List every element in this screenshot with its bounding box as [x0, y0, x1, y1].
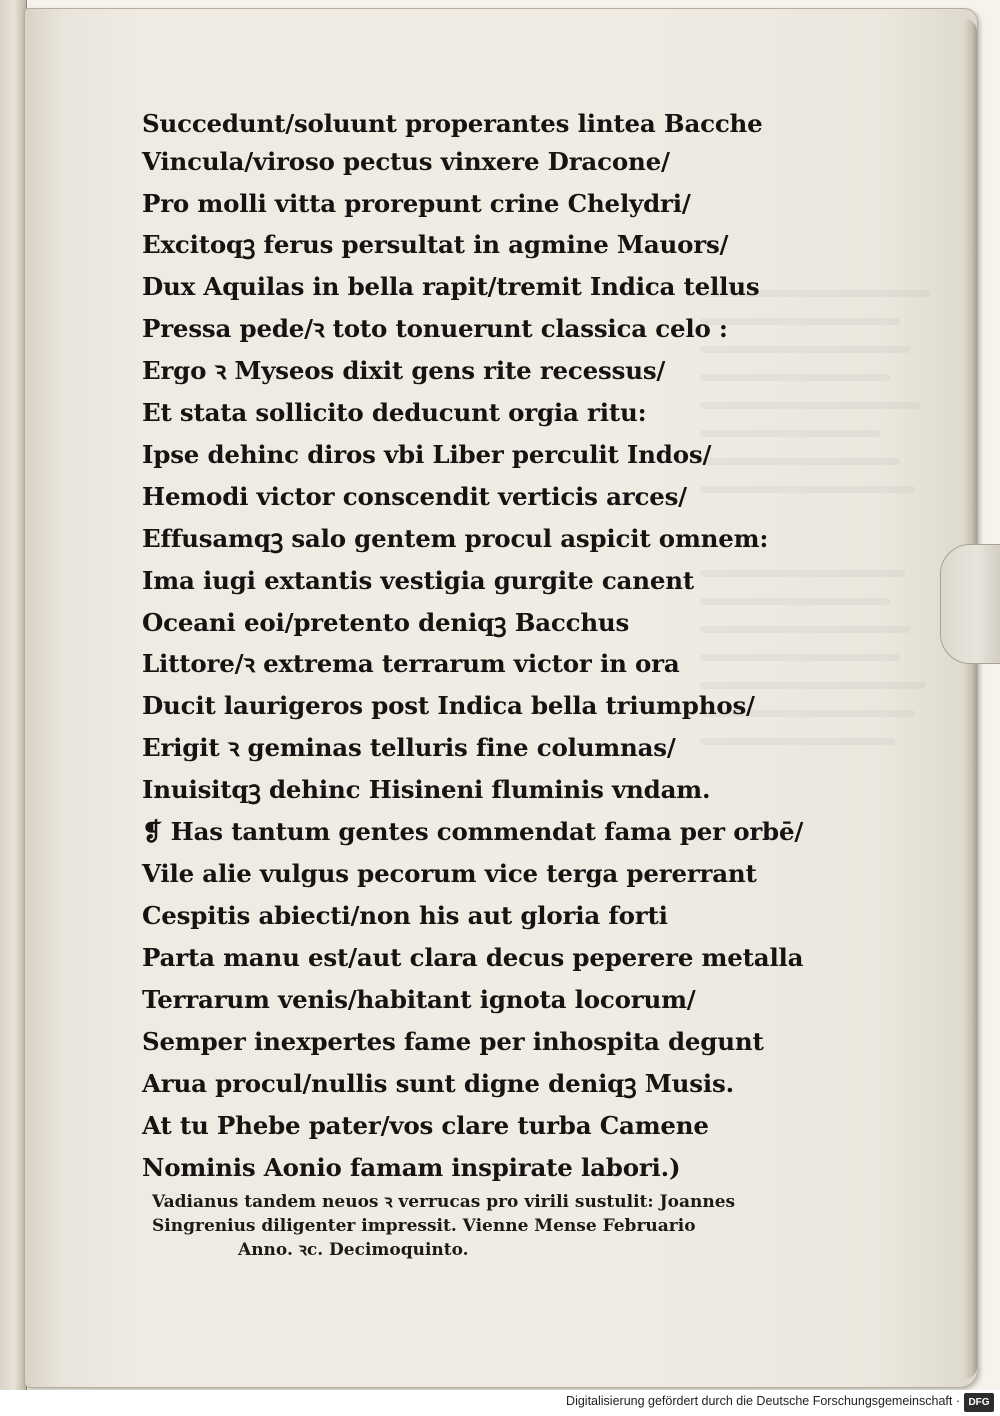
poem-line: At tu Phebe pater/vos clare turba Camene: [142, 1111, 709, 1140]
left-page-edge: [0, 0, 27, 1390]
poem-line: Pro molli vitta prorepunt crine Chelydri/: [142, 189, 691, 218]
poem-line: Inuisitqꝫ dehinc Hisineni fluminis vndam.: [142, 775, 711, 804]
dfg-logo: DFG: [964, 1393, 994, 1412]
poem-line: Vile alie vulgus pecorum vice terga pererrant: [142, 859, 757, 888]
poem-line: Semper inexpertes fame per inhospita degunt: [142, 1027, 764, 1056]
poem-line: Ducit laurigeros post Indica bella triumphos/: [142, 691, 755, 720]
poem-line: Ipse dehinc diros vbi Liber perculit Indos/: [142, 440, 712, 469]
colophon-line: Vadianus tandem neuos ꝛ verrucas pro virili sustulit: Joannes: [152, 1192, 736, 1212]
poem-line: ❡ Has tantum gentes commendat fama per orbē/: [142, 817, 804, 846]
poem-line: Cespitis abiecti/non his aut gloria forti: [142, 901, 668, 930]
poem-line: Ima iugi extantis vestigia gurgite canent: [142, 566, 694, 595]
poem-line: Et stata sollicito deducunt orgia ritu:: [142, 398, 647, 427]
poem-line: Terrarum venis/habitant ignota locorum/: [142, 985, 696, 1014]
poem-line: Succedunt/soluunt properantes lintea Bacche: [142, 109, 763, 138]
poem-line: Hemodi victor conscendit verticis arces/: [142, 482, 687, 511]
poem-line: Vincula/viroso pectus vinxere Dracone/: [142, 147, 670, 176]
digitization-footer: [0, 1390, 1000, 1416]
poem-line: Effusamqꝫ salo gentem procul aspicit omnem:: [142, 524, 769, 553]
poem-line: Dux Aquilas in bella rapit/tremit Indica tellus: [142, 272, 760, 301]
poem-line: Parta manu est/aut clara decus peperere metalla: [142, 943, 804, 972]
colophon-line: Singrenius diligenter impressit. Vienne Mense Februario: [152, 1216, 696, 1236]
poem-line: Excitoqꝫ ferus persultat in agmine Mauors/: [142, 230, 729, 259]
poem-line: Oceani eoi/pretento deniqꝫ Bacchus: [142, 608, 630, 637]
page-right-edge: [963, 19, 977, 1379]
poem-line: Littore/ꝛ extrema terrarum victor in ora: [142, 649, 680, 678]
colophon-line: Anno. ꝛc. Decimoquinto.: [238, 1240, 469, 1260]
funding-credit: Digitalisierung gefördert durch die Deutsche Forschungsgemeinschaft ·: [566, 1394, 960, 1408]
poem-line: Ergo ꝛ Myseos dixit gens rite recessus/: [142, 356, 666, 385]
poem-line: Erigit ꝛ geminas telluris fine columnas/: [142, 733, 676, 762]
page-clip-tab: [940, 544, 1000, 664]
poem-line: Pressa pede/ꝛ toto tonuerunt classica celo :: [142, 314, 728, 343]
poem-line: Arua procul/nullis sunt digne deniqꝫ Musis.: [142, 1069, 734, 1098]
poem-line: Nominis Aonio famam inspirate labori.): [142, 1153, 681, 1182]
